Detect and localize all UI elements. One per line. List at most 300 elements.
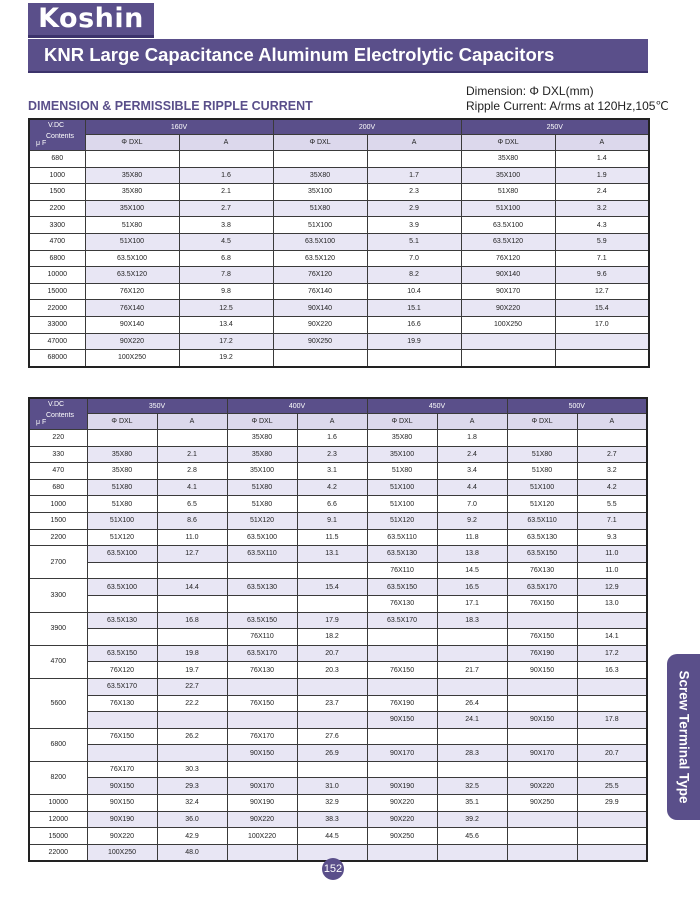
dimension-cell: 63.5X100 <box>273 233 367 250</box>
dimension-cell: 51X100 <box>461 200 555 217</box>
ripple-cell: 15.1 <box>367 300 461 317</box>
ripple-cell: 4.2 <box>297 479 367 496</box>
ripple-cell: 11.0 <box>577 546 647 563</box>
dimension-cell: 51X80 <box>85 217 179 234</box>
dimension-cell: 63.5X150 <box>227 612 297 629</box>
ripple-cell: 17.2 <box>577 645 647 662</box>
dimension-cell: 76X150 <box>367 662 437 679</box>
capacitance-cell: 15000 <box>29 283 85 300</box>
capacitance-cell: 2200 <box>29 200 85 217</box>
dimension-cell: 90X190 <box>87 811 157 828</box>
ripple-cell: 19.9 <box>367 333 461 350</box>
table-row <box>29 200 649 217</box>
capacitance-cell: 3300 <box>29 217 85 234</box>
dimension-cell: 76X150 <box>227 695 297 712</box>
table-row <box>29 184 649 201</box>
dimension-cell: 51X80 <box>87 479 157 496</box>
table-row <box>29 695 647 712</box>
dimension-cell: 35X100 <box>227 463 297 480</box>
dimension-cell <box>367 761 437 778</box>
ripple-cell: 11.0 <box>157 529 227 546</box>
dimension-cell: 63.5X150 <box>507 546 577 563</box>
dimension-cell <box>87 430 157 447</box>
dimension-cell: 90X170 <box>227 778 297 795</box>
dimension-cell <box>367 629 437 646</box>
dimension-cell: 63.5X170 <box>507 579 577 596</box>
dimension-cell: 63.5X150 <box>87 645 157 662</box>
dimension-cell: 90X250 <box>507 795 577 812</box>
dimension-cell: 63.5X170 <box>227 645 297 662</box>
table-row <box>29 217 649 234</box>
dimension-cell: 63.5X110 <box>227 546 297 563</box>
title-bar <box>28 39 648 73</box>
ripple-cell: 39.2 <box>437 811 507 828</box>
ripple-cell <box>367 151 461 168</box>
ripple-cell: 35.1 <box>437 795 507 812</box>
capacitance-cell: 6800 <box>29 728 87 761</box>
table-row <box>29 678 647 695</box>
dimension-note: Dimension: Φ DXL(mm) <box>466 84 594 98</box>
ripple-cell <box>577 811 647 828</box>
dimension-cell: 76X150 <box>507 629 577 646</box>
dimension-cell: 90X140 <box>461 267 555 284</box>
dimension-cell: 90X250 <box>273 333 367 350</box>
ripple-cell: 16.5 <box>437 579 507 596</box>
table-row <box>29 579 647 596</box>
capacitance-cell: 1000 <box>29 167 85 184</box>
ripple-cell: 11.8 <box>437 529 507 546</box>
table-row <box>29 529 647 546</box>
dimension-cell: 63.5X170 <box>367 612 437 629</box>
ripple-cell: 22.2 <box>157 695 227 712</box>
dimension-cell <box>273 151 367 168</box>
ripple-cell: 15.4 <box>297 579 367 596</box>
voltage-header-row <box>29 119 649 135</box>
dimension-cell: 35X80 <box>227 446 297 463</box>
dimension-cell <box>367 645 437 662</box>
table-row <box>29 283 649 300</box>
dimension-cell: 76X120 <box>461 250 555 267</box>
dimension-cell: 63.5X110 <box>507 512 577 529</box>
dimension-cell: 63.5X100 <box>85 250 179 267</box>
ripple-cell <box>577 828 647 845</box>
dimension-cell: 90X140 <box>85 316 179 333</box>
dimension-cell: 35X80 <box>461 151 555 168</box>
dimension-cell: 90X170 <box>367 745 437 762</box>
ripple-cell: 19.7 <box>157 662 227 679</box>
dimension-cell: 35X80 <box>85 184 179 201</box>
dimension-cell: 63.5X100 <box>461 217 555 234</box>
ripple-cell: 4.4 <box>437 479 507 496</box>
capacitance-cell: 330 <box>29 446 87 463</box>
dimension-cell: 51X100 <box>85 233 179 250</box>
ampere-header: A <box>367 135 461 151</box>
contents-label: Contents <box>46 412 75 419</box>
ripple-cell <box>437 761 507 778</box>
table-row <box>29 562 647 579</box>
ripple-cell: 17.1 <box>437 595 507 612</box>
page-title: KNR Large Capacitance Aluminum Electrolytic Capacitors <box>44 44 555 65</box>
table-row <box>29 712 647 729</box>
brand-name: Koshin <box>38 3 144 34</box>
dimension-cell: 90X220 <box>507 778 577 795</box>
dimension-cell <box>507 695 577 712</box>
dimension-cell <box>507 678 577 695</box>
ripple-cell: 9.3 <box>577 529 647 546</box>
voltage-header: 250V <box>461 119 649 135</box>
ripple-cell: 9.8 <box>179 283 273 300</box>
dimension-cell: 76X170 <box>227 728 297 745</box>
ripple-cell: 38.3 <box>297 811 367 828</box>
table-row <box>29 463 647 480</box>
capacitance-cell: 15000 <box>29 828 87 845</box>
dimension-cell: 90X220 <box>367 811 437 828</box>
ripple-cell: 7.0 <box>367 250 461 267</box>
ampere-header: A <box>437 414 507 430</box>
voltage-header: 400V <box>227 398 367 414</box>
table-row <box>29 761 647 778</box>
ripple-cell: 2.8 <box>157 463 227 480</box>
capacitance-cell: 22000 <box>29 844 87 861</box>
ripple-cell: 4.2 <box>577 479 647 496</box>
table-row <box>29 316 649 333</box>
ripple-cell: 18.2 <box>297 629 367 646</box>
ripple-cell: 2.9 <box>367 200 461 217</box>
ripple-cell <box>297 712 367 729</box>
dimension-cell: 63.5X120 <box>85 267 179 284</box>
ripple-cell: 7.1 <box>577 512 647 529</box>
table-row <box>29 811 647 828</box>
ripple-cell <box>297 562 367 579</box>
dimension-cell <box>227 761 297 778</box>
table-row <box>29 430 647 447</box>
uf-label: μ F <box>36 419 47 426</box>
ripple-cell: 17.9 <box>297 612 367 629</box>
ripple-table-high-voltage <box>28 397 648 862</box>
corner-header <box>29 119 85 151</box>
ripple-cell: 25.5 <box>577 778 647 795</box>
capacitance-cell: 12000 <box>29 811 87 828</box>
contents-label: Contents <box>46 133 75 140</box>
capacitance-cell: 10000 <box>29 795 87 812</box>
ripple-table-low-voltage <box>28 118 650 368</box>
ripple-cell: 2.1 <box>157 446 227 463</box>
ripple-cell <box>297 595 367 612</box>
table-row <box>29 250 649 267</box>
ripple-cell: 12.9 <box>577 579 647 596</box>
capacitance-cell: 8200 <box>29 761 87 794</box>
ripple-cell: 4.3 <box>555 217 649 234</box>
dimension-cell <box>367 844 437 861</box>
capacitance-cell: 68000 <box>29 350 85 367</box>
dimension-cell: 35X80 <box>87 446 157 463</box>
dimension-cell <box>507 430 577 447</box>
ripple-cell: 11.5 <box>297 529 367 546</box>
dimension-cell: 90X150 <box>227 745 297 762</box>
capacitance-cell: 680 <box>29 151 85 168</box>
capacitance-cell: 220 <box>29 430 87 447</box>
table-row <box>29 233 649 250</box>
ripple-cell: 13.4 <box>179 316 273 333</box>
ripple-cell: 31.0 <box>297 778 367 795</box>
dimension-cell: 63.5X100 <box>87 546 157 563</box>
dimension-cell: 51X120 <box>507 496 577 513</box>
dimension-cell: 76X140 <box>273 283 367 300</box>
dimension-cell: 63.5X100 <box>87 579 157 596</box>
dimension-cell <box>507 844 577 861</box>
dimension-cell: 63.5X130 <box>227 579 297 596</box>
ripple-cell: 9.6 <box>555 267 649 284</box>
ripple-note: Ripple Current: A/rms at 120Hz,105℃ <box>466 99 669 113</box>
dimension-cell <box>87 595 157 612</box>
ripple-cell: 5.1 <box>367 233 461 250</box>
dimension-cell <box>273 350 367 367</box>
dimension-cell: 76X130 <box>227 662 297 679</box>
dimension-cell <box>507 728 577 745</box>
dimension-cell <box>227 562 297 579</box>
dimension-cell <box>461 350 555 367</box>
capacitance-cell: 6800 <box>29 250 85 267</box>
ripple-cell <box>157 430 227 447</box>
table-row <box>29 300 649 317</box>
table-row <box>29 350 649 367</box>
dimension-cell: 76X110 <box>367 562 437 579</box>
ripple-cell <box>157 562 227 579</box>
dimension-cell: 90X220 <box>87 828 157 845</box>
table-row <box>29 778 647 795</box>
ripple-cell: 12.7 <box>157 546 227 563</box>
ripple-cell: 26.9 <box>297 745 367 762</box>
capacitance-cell: 10000 <box>29 267 85 284</box>
ripple-cell: 14.5 <box>437 562 507 579</box>
ripple-cell: 14.4 <box>157 579 227 596</box>
ripple-cell: 32.5 <box>437 778 507 795</box>
ripple-cell: 44.5 <box>297 828 367 845</box>
dxl-header: Φ DXL <box>85 135 179 151</box>
ampere-header: A <box>179 135 273 151</box>
ripple-cell: 2.1 <box>179 184 273 201</box>
dimension-cell: 90X150 <box>87 778 157 795</box>
dimension-cell: 51X120 <box>227 512 297 529</box>
ripple-cell: 13.8 <box>437 546 507 563</box>
dimension-cell: 35X80 <box>227 430 297 447</box>
ripple-cell: 30.3 <box>157 761 227 778</box>
dimension-cell: 90X220 <box>227 811 297 828</box>
ripple-cell: 4.1 <box>157 479 227 496</box>
dimension-cell: 76X120 <box>273 267 367 284</box>
table-row <box>29 496 647 513</box>
dimension-cell: 51X80 <box>507 446 577 463</box>
dimension-cell: 51X80 <box>273 200 367 217</box>
table-row <box>29 512 647 529</box>
ripple-cell <box>555 350 649 367</box>
ripple-cell: 16.8 <box>157 612 227 629</box>
ripple-cell: 1.7 <box>367 167 461 184</box>
dimension-cell: 63.5X130 <box>87 612 157 629</box>
subheader-row <box>29 135 649 151</box>
ripple-cell: 3.2 <box>555 200 649 217</box>
capacitance-cell: 5600 <box>29 678 87 728</box>
ripple-cell: 1.6 <box>297 430 367 447</box>
voltage-header: 350V <box>87 398 227 414</box>
ripple-cell: 26.2 <box>157 728 227 745</box>
ripple-cell <box>157 712 227 729</box>
dimension-cell <box>85 151 179 168</box>
ripple-cell: 1.8 <box>437 430 507 447</box>
ripple-cell: 26.4 <box>437 695 507 712</box>
ripple-cell: 15.4 <box>555 300 649 317</box>
ripple-cell: 29.9 <box>577 795 647 812</box>
dimension-cell: 35X80 <box>367 430 437 447</box>
ripple-cell: 3.8 <box>179 217 273 234</box>
ripple-cell: 24.1 <box>437 712 507 729</box>
table-row <box>29 828 647 845</box>
capacitance-cell: 1500 <box>29 184 85 201</box>
table-row <box>29 267 649 284</box>
dimension-cell: 90X190 <box>367 778 437 795</box>
ripple-cell <box>297 761 367 778</box>
dimension-cell <box>87 712 157 729</box>
dimension-cell: 35X100 <box>461 167 555 184</box>
ripple-cell: 2.4 <box>555 184 649 201</box>
dimension-cell: 76X130 <box>87 695 157 712</box>
dimension-cell: 76X150 <box>87 728 157 745</box>
ripple-cell: 2.7 <box>577 446 647 463</box>
ripple-cell: 9.1 <box>297 512 367 529</box>
capacitance-cell: 22000 <box>29 300 85 317</box>
ripple-cell: 16.3 <box>577 662 647 679</box>
capacitance-cell: 4700 <box>29 233 85 250</box>
dxl-header: Φ DXL <box>87 414 157 430</box>
ripple-cell <box>437 645 507 662</box>
voltage-header: 450V <box>367 398 507 414</box>
dimension-cell <box>227 678 297 695</box>
dimension-cell: 51X120 <box>367 512 437 529</box>
ripple-cell: 3.9 <box>367 217 461 234</box>
dimension-cell: 90X150 <box>507 712 577 729</box>
ripple-cell: 20.3 <box>297 662 367 679</box>
dimension-cell: 100X250 <box>85 350 179 367</box>
dimension-cell: 51X80 <box>227 479 297 496</box>
voltage-header: 500V <box>507 398 647 414</box>
dimension-cell: 100X250 <box>461 316 555 333</box>
dimension-cell <box>227 595 297 612</box>
ripple-cell: 23.7 <box>297 695 367 712</box>
ripple-cell: 12.7 <box>555 283 649 300</box>
dimension-cell: 76X190 <box>507 645 577 662</box>
brand-logo <box>28 3 154 38</box>
ripple-cell: 13.1 <box>297 546 367 563</box>
ripple-cell: 21.7 <box>437 662 507 679</box>
ripple-cell: 48.0 <box>157 844 227 861</box>
ripple-cell <box>297 678 367 695</box>
dimension-cell <box>227 712 297 729</box>
ripple-cell <box>577 728 647 745</box>
ripple-cell: 32.4 <box>157 795 227 812</box>
dimension-cell: 63.5X170 <box>87 678 157 695</box>
table-row <box>29 728 647 745</box>
ripple-cell: 18.3 <box>437 612 507 629</box>
corner-header <box>29 398 87 430</box>
ripple-cell: 6.6 <box>297 496 367 513</box>
ripple-cell: 8.2 <box>367 267 461 284</box>
dxl-header: Φ DXL <box>367 414 437 430</box>
dimension-cell: 35X100 <box>367 446 437 463</box>
dimension-cell: 90X170 <box>507 745 577 762</box>
ripple-cell: 27.6 <box>297 728 367 745</box>
dimension-cell <box>507 761 577 778</box>
ripple-cell: 5.5 <box>577 496 647 513</box>
ripple-cell: 3.1 <box>297 463 367 480</box>
ripple-cell: 45.6 <box>437 828 507 845</box>
subheader-row <box>29 414 647 430</box>
dimension-cell: 63.5X120 <box>273 250 367 267</box>
dimension-cell: 35X80 <box>87 463 157 480</box>
ripple-cell: 1.4 <box>555 151 649 168</box>
ripple-cell: 19.2 <box>179 350 273 367</box>
ripple-cell <box>577 844 647 861</box>
table-row <box>29 546 647 563</box>
dimension-cell: 90X170 <box>461 283 555 300</box>
dimension-cell: 51X100 <box>87 512 157 529</box>
capacitance-cell: 470 <box>29 463 87 480</box>
dimension-cell: 51X100 <box>273 217 367 234</box>
ampere-header: A <box>555 135 649 151</box>
dimension-cell: 90X220 <box>367 795 437 812</box>
ripple-cell <box>437 844 507 861</box>
ripple-cell <box>437 678 507 695</box>
capacitance-cell: 3300 <box>29 579 87 612</box>
ripple-cell: 2.3 <box>367 184 461 201</box>
ripple-cell <box>577 678 647 695</box>
dimension-cell: 90X150 <box>87 795 157 812</box>
vdc-label: V.DC <box>48 122 65 129</box>
dimension-cell: 76X170 <box>87 761 157 778</box>
dimension-cell: 90X150 <box>367 712 437 729</box>
ripple-cell: 1.9 <box>555 167 649 184</box>
dimension-cell: 51X80 <box>461 184 555 201</box>
voltage-header: 160V <box>85 119 273 135</box>
uf-label: μ F <box>36 140 47 147</box>
dimension-cell: 51X80 <box>507 463 577 480</box>
side-tab-label: Screw Terminal Type <box>676 670 691 804</box>
dimension-cell: 63.5X130 <box>367 546 437 563</box>
ripple-cell: 3.4 <box>437 463 507 480</box>
table-row <box>29 662 647 679</box>
ripple-cell <box>179 151 273 168</box>
dimension-cell: 76X140 <box>85 300 179 317</box>
dimension-cell: 51X120 <box>87 529 157 546</box>
table-row <box>29 595 647 612</box>
dimension-cell <box>367 678 437 695</box>
ripple-cell: 32.9 <box>297 795 367 812</box>
dimension-cell <box>507 828 577 845</box>
table-row <box>29 446 647 463</box>
dimension-cell: 35X80 <box>85 167 179 184</box>
dimension-cell: 63.5X130 <box>507 529 577 546</box>
dimension-cell: 63.5X120 <box>461 233 555 250</box>
dimension-cell: 76X130 <box>367 595 437 612</box>
ampere-header: A <box>297 414 367 430</box>
vdc-label: V.DC <box>48 401 65 408</box>
ripple-cell: 6.8 <box>179 250 273 267</box>
dimension-cell: 90X190 <box>227 795 297 812</box>
ripple-cell: 14.1 <box>577 629 647 646</box>
ripple-cell <box>157 745 227 762</box>
dimension-cell: 63.5X100 <box>227 529 297 546</box>
voltage-header-row <box>29 398 647 414</box>
dimension-cell <box>87 629 157 646</box>
